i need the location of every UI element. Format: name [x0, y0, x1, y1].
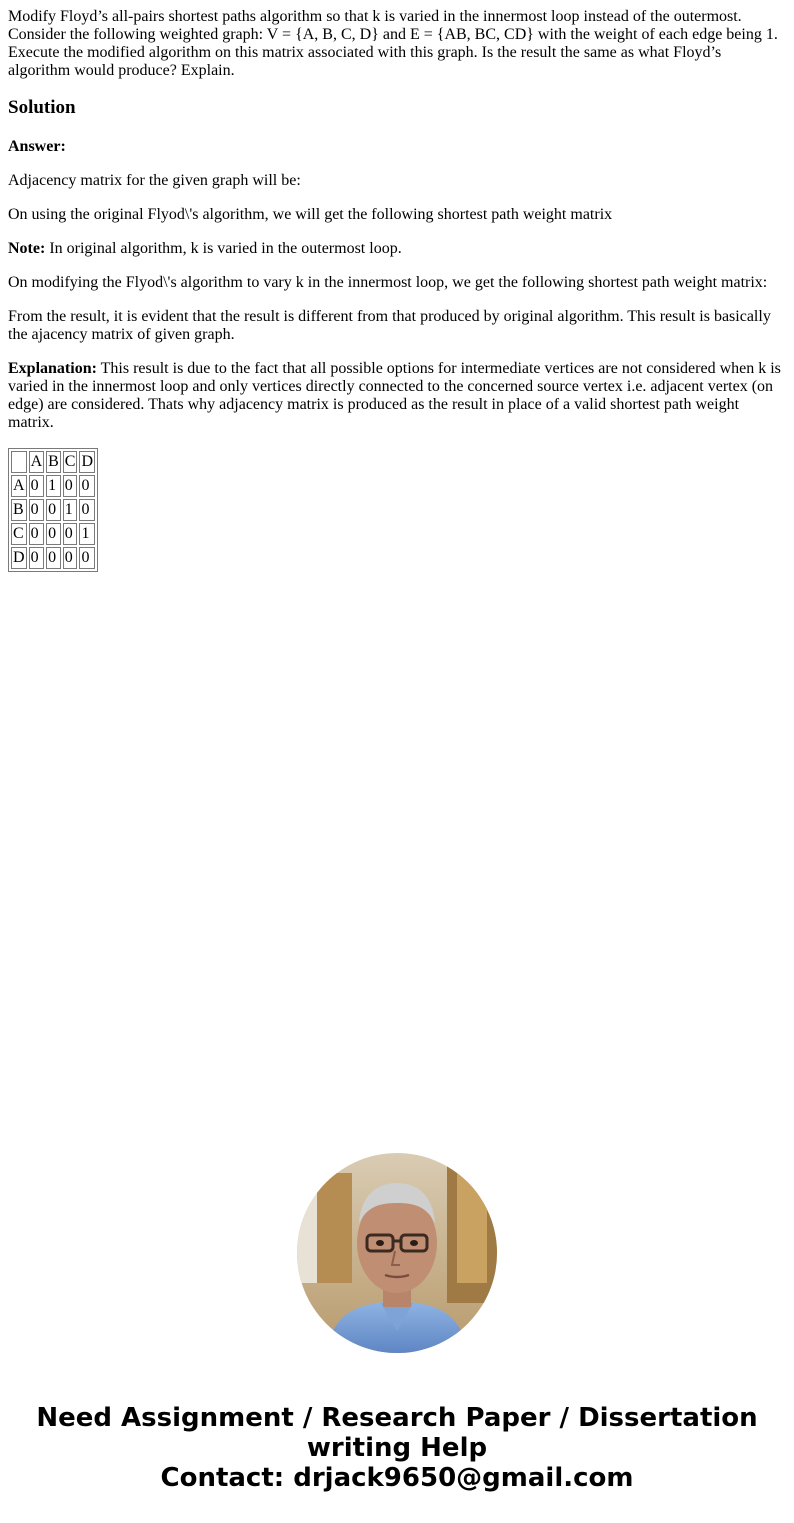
matrix-cell: 1: [46, 475, 61, 497]
document-body: [0, 0, 794, 572]
matrix-cell: 0: [63, 475, 78, 497]
matrix-header-cell: D: [79, 451, 95, 473]
matrix-header-row: [11, 451, 95, 473]
result-paragraph: From the result, it is evident that the result is different from that produced by original algorithm. This result is basically the ajacency matrix of given graph.: [8, 308, 771, 343]
matrix-row: [11, 475, 95, 497]
author-photo-image: [297, 1153, 497, 1353]
matrix-row: [11, 523, 95, 545]
matrix-cell: 0: [29, 475, 45, 497]
matrix-row-label: C: [11, 523, 27, 545]
matrix-cell: 0: [29, 547, 45, 569]
matrix-cell: 0: [63, 547, 78, 569]
promo-line-2: writing Help: [306, 1433, 488, 1463]
matrix-cell: 1: [63, 499, 78, 521]
matrix-row: [11, 499, 95, 521]
matrix-row-label: D: [11, 547, 27, 569]
adjacency-matrix-table: [8, 448, 98, 572]
answer-label: Answer:: [8, 138, 66, 155]
matrix-cell: 0: [79, 499, 95, 521]
matrix-cell: 1: [79, 523, 95, 545]
matrix-row: [11, 547, 95, 569]
matrix-cell: 0: [79, 547, 95, 569]
answer-label-paragraph: [8, 138, 786, 156]
matrix-cell: 0: [46, 523, 61, 545]
modified-algorithm-intro: On modifying the Flyod\'s algorithm to vary k in the innermost loop, we get the following shortest path weight matrix:: [8, 274, 768, 291]
matrix-corner-cell: [11, 451, 27, 473]
explanation-paragraph: [8, 360, 786, 432]
matrix-header-cell: B: [46, 451, 61, 473]
promo-line-1: Need Assignment / Research Paper / Dissertation: [36, 1403, 758, 1433]
note-text: In original algorithm, k is varied in the outermost loop.: [45, 240, 402, 257]
explanation-label: Explanation:: [8, 360, 97, 377]
note-paragraph: [8, 240, 786, 258]
note-label: Note:: [8, 240, 46, 257]
promo-contact-line: Contact: drjack9650@gmail.com: [160, 1463, 634, 1493]
adjacency-intro: Adjacency matrix for the given graph will be:: [8, 172, 301, 189]
matrix-cell: 0: [29, 499, 45, 521]
matrix-cell: 0: [46, 499, 61, 521]
matrix-cell: 0: [46, 547, 61, 569]
matrix-header-cell: A: [29, 451, 45, 473]
promo-footer: [0, 1403, 794, 1493]
matrix-cell: 0: [63, 523, 78, 545]
author-photo: [297, 1153, 497, 1353]
matrix-cell: 0: [29, 523, 45, 545]
matrix-cell: 0: [79, 475, 95, 497]
original-algorithm-intro: On using the original Flyod\'s algorithm, we will get the following shortest path weight matrix: [8, 206, 613, 223]
matrix-row-label: B: [11, 499, 27, 521]
matrix-row-label: A: [11, 475, 27, 497]
solution-heading: Solution: [8, 97, 76, 118]
matrix-header-cell: C: [63, 451, 78, 473]
question-text: Modify Floyd’s all-pairs shortest paths algorithm so that k is varied in the innermost loop instead of the outermost. Consider the following weighted graph: V = {A, B, C, D} and E = {AB, BC, CD} with the weight of each edge being 1. Execute the modified algorithm on this matrix associated with this graph. Is the result the same as what Floyd’s algorithm would produce? Explain.: [8, 8, 778, 79]
explanation-text: This result is due to the fact that all possible options for intermediate vertices are not considered when k is varied in the innermost loop and only vertices directly connected to the concerned source vertex i.e. adjacent vertex (on edge) are considered. Thats why adjacency matrix is produced as the result in place of a valid shortest path weight matrix.: [8, 360, 781, 431]
